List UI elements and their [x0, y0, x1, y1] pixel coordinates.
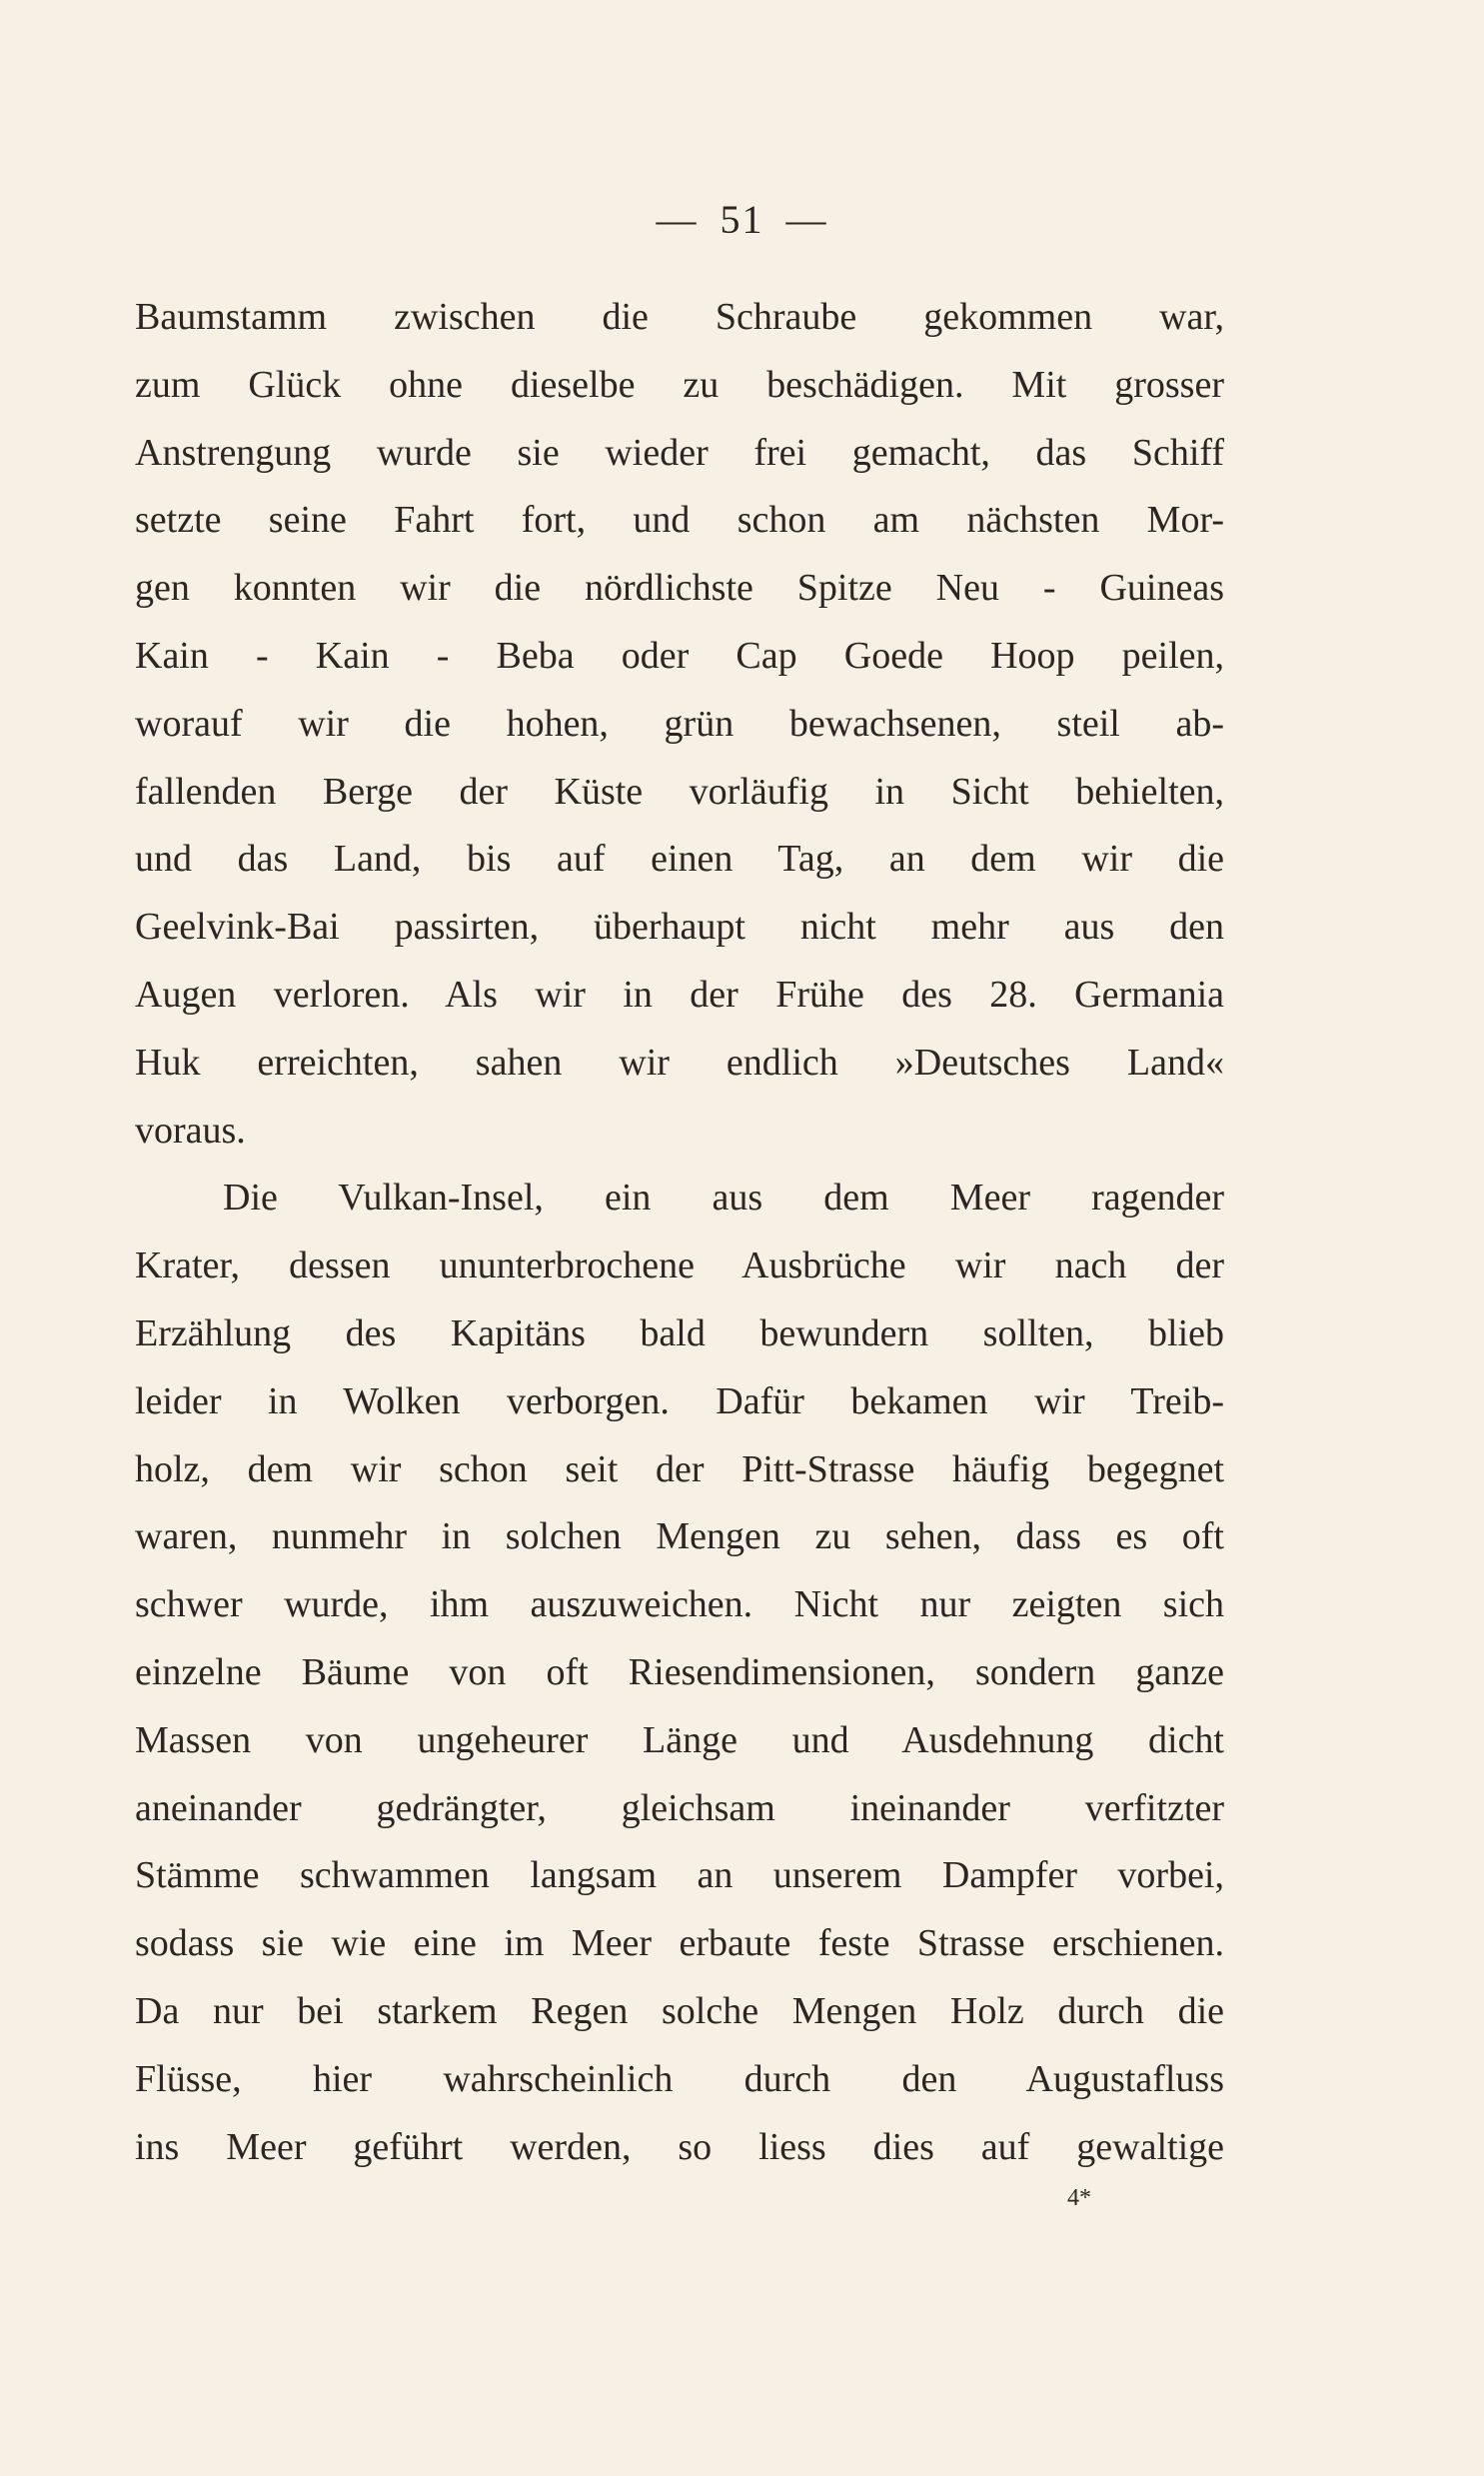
text-line: Kain - Kain - Beba oder Cap Goede Hoop peilen, — [135, 634, 1224, 677]
text-line: Krater, dessen ununterbrochene Ausbrüche wir nach der — [135, 1244, 1224, 1287]
text-line: fallenden Berge der Küste vorläufig in Sicht behielten, — [135, 770, 1224, 813]
text-line: Massen von ungeheurer Länge und Ausdehnung dicht — [135, 1718, 1224, 1761]
text-line: holz, dem wir schon seit der Pitt-Strasse häufig begegnet — [135, 1447, 1224, 1490]
text-line: Geelvink-Bai passirten, überhaupt nicht mehr aus den — [135, 906, 1224, 949]
signature-mark: 4* — [1067, 2185, 1091, 2211]
page-number: 51 — [720, 197, 764, 242]
text-line: setzte seine Fahrt fort, und schon am nächsten Mor- — [135, 499, 1224, 542]
text-line: worauf wir die hohen, grün bewachsenen, steil ab- — [135, 702, 1224, 745]
header-dash-right: — — [785, 197, 828, 242]
text-line: schwer wurde, ihm auszuweichen. Nicht nur zeigten sich — [135, 1583, 1224, 1626]
text-line: ins Meer geführt werden, so liess dies auf gewaltige — [135, 2125, 1224, 2168]
text-line: Augen verloren. Als wir in der Frühe des 28. Germania — [135, 973, 1224, 1016]
text-line: Da nur bei starkem Regen solche Mengen Holz durch die — [135, 1989, 1224, 2032]
text-line: und das Land, bis auf einen Tag, an dem wir die — [135, 838, 1224, 881]
text-line: Huk erreichten, sahen wir endlich »Deutsches Land« — [135, 1041, 1224, 1084]
text-line: zum Glück ohne dieselbe zu beschädigen. Mit grosser — [135, 363, 1224, 406]
text-line: Baumstamm zwischen die Schraube gekommen war, — [135, 296, 1224, 338]
text-line: Flüsse, hier wahrscheinlich durch den Augustafluss — [135, 2057, 1224, 2100]
page-header — [0, 196, 1484, 243]
text-line: einzelne Bäume von oft Riesendimensionen, sondern ganze — [135, 1650, 1224, 1693]
text-line: Stämme schwammen langsam an unserem Dampfer vorbei, — [135, 1854, 1224, 1897]
header-dash-left: — — [656, 197, 699, 242]
text-line: waren, nunmehr in solchen Mengen zu sehen, dass es oft — [135, 1515, 1224, 1558]
body-text — [135, 284, 1224, 2181]
paragraph-start-line: Die Vulkan-Insel, ein aus dem Meer ragender — [223, 1177, 1224, 1220]
text-line: Erzählung des Kapitäns bald bewundern sollten, blieb — [135, 1311, 1224, 1354]
text-line: leider in Wolken verborgen. Dafür bekamen wir Treib- — [135, 1379, 1224, 1422]
text-line: Anstrengung wurde sie wieder frei gemacht, das Schiff — [135, 431, 1224, 474]
text-line: aneinander gedrängter, gleichsam ineinander verfitzter — [135, 1786, 1224, 1829]
paragraph-end-line: voraus. — [135, 1109, 246, 1152]
text-line: sodass sie wie eine im Meer erbaute feste Strasse erschienen. — [135, 1922, 1224, 1965]
text-line: gen konnten wir die nördlichste Spitze Neu - Guineas — [135, 567, 1224, 610]
